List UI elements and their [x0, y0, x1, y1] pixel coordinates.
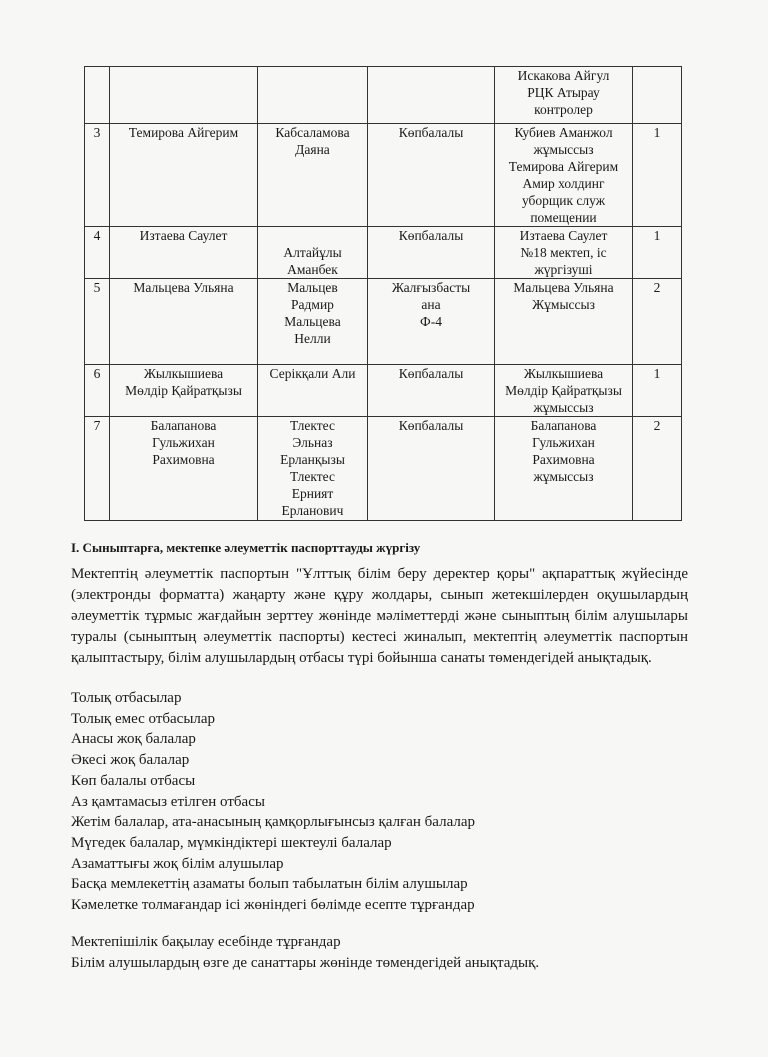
cell-count: 2	[633, 279, 682, 365]
cell-line: жұмыссыз	[533, 142, 594, 157]
cell-line: Тлектес	[290, 418, 335, 433]
section-paragraph: Мектептің әлеуметтік паспортын "Ұлттық білім беру деректер қоры" ақпараттық жүйесінде (электронды форматта) жаңарту және құру жолдары, сынып жетекшілерден оқушылардың әлеуметтік тұрмыс жағдайын зерттеу жөнінде мәліметтерді және сыныптың білім алушылары туралы (сыныптың әлеуметтік паспорты) кестесі жиналып, мектептің әлеуметтік паспортын қалыптастыру, білім алушылардың отбасы түрі бойынша санаты төмендегідей анықтадық.	[71, 566, 688, 666]
table-row	[85, 417, 682, 521]
cell-line: Рахимовна	[532, 452, 595, 467]
cell-category	[368, 67, 495, 124]
cell-count: 1	[633, 227, 682, 279]
cell-student-name	[110, 365, 258, 417]
cell-line: Ерланқызы	[280, 452, 345, 467]
cell-category	[368, 227, 495, 279]
cell-line: Даяна	[295, 142, 330, 157]
cell-parent	[495, 124, 633, 227]
cell-line: Тлектес	[290, 469, 335, 484]
cell-number: 6	[85, 365, 110, 417]
cell-line: Амир холдинг	[522, 176, 605, 191]
cell-line: Мальцева	[284, 314, 341, 329]
cell-children	[258, 279, 368, 365]
cell-parent	[495, 365, 633, 417]
cell-student-name	[110, 417, 258, 521]
cell-line: Мальцев	[287, 280, 338, 295]
list-item: Толық емес отбасылар	[71, 710, 216, 727]
table-row	[85, 124, 682, 227]
cell-line: Аманбек	[287, 262, 338, 277]
cell-children	[258, 417, 368, 521]
cell-line: Балапанова	[530, 418, 597, 433]
list-item: Басқа мемлекеттің азаматы болып табылатын білім алушылар	[71, 876, 468, 893]
cell-line: Рахимовна	[152, 452, 215, 467]
closing-lines	[71, 932, 539, 973]
cell-category	[368, 417, 495, 521]
cell-line: Жылкышиева	[523, 366, 604, 381]
list-item: Мүгедек балалар, мүмкіндіктері шектеулі балалар	[71, 834, 392, 851]
cell-line: Мөлдір Қайратқызы	[505, 383, 622, 398]
cell-line: Ф-4	[420, 314, 442, 329]
list-item: Кәмелетке толмағандар ісі жөніндегі бөлімде есепте тұрғандар	[71, 897, 475, 914]
cell-student-name	[110, 279, 258, 365]
cell-line: Кубиев Аманжол	[514, 125, 613, 140]
cell-line: жұмыссыз	[533, 469, 594, 484]
cell-line: Изтаева Саулет	[139, 228, 228, 243]
cell-student-name	[110, 227, 258, 279]
cell-line: Гульжихан	[532, 435, 595, 450]
list-item: Жетім балалар, ата-анасының қамқорлығынсыз қалған балалар	[71, 814, 476, 831]
cell-count	[633, 67, 682, 124]
closing-line: Білім алушылардың өзге де санаттары жөнінде төмендегідей анықтадық.	[71, 954, 540, 971]
cell-parent	[495, 279, 633, 365]
cell-line: Темирова Айгерим	[128, 125, 239, 140]
cell-line: Жұмыссыз	[532, 297, 595, 312]
cell-children	[258, 365, 368, 417]
table-row	[85, 365, 682, 417]
cell-parent	[495, 417, 633, 521]
cell-line: РЦК Атырау	[527, 85, 600, 100]
table-row	[85, 227, 682, 279]
table-body	[85, 67, 682, 521]
list-item: Толық отбасылар	[71, 690, 182, 706]
closing-line: Мектепішілік бақылау есебінде тұрғандар	[71, 934, 341, 950]
cell-category	[368, 365, 495, 417]
cell-line: Мөлдір Қайратқызы	[125, 383, 242, 398]
cell-children	[258, 227, 368, 279]
cell-line: Көпбалалы	[398, 228, 464, 243]
list-item: Әкесі жоқ балалар	[71, 752, 190, 769]
cell-student-name	[110, 124, 258, 227]
cell-line: Жылкышиева	[143, 366, 224, 381]
cell-line: Серікқали Али	[269, 366, 356, 381]
table-row	[85, 279, 682, 365]
cell-line: жүргізуші	[534, 262, 593, 277]
cell-line: Радмир	[291, 297, 334, 312]
category-list	[71, 688, 475, 916]
cell-category	[368, 279, 495, 365]
cell-count: 1	[633, 124, 682, 227]
cell-line: ана	[421, 297, 441, 312]
cell-line: Темирова Айгерим	[508, 159, 619, 174]
cell-line: Көпбалалы	[398, 125, 464, 140]
cell-number: 5	[85, 279, 110, 365]
cell-line: Жалғызбасты	[391, 280, 471, 295]
section-title: I. Сыныптарға, мектепке әлеуметтік паспорттауды жүргізу	[71, 540, 421, 555]
cell-line: Искакова Айгул	[517, 68, 610, 83]
cell-number: 3	[85, 124, 110, 227]
cell-count: 2	[633, 417, 682, 521]
cell-line: Балапанова	[150, 418, 217, 433]
cell-line: уборщик служ	[521, 193, 606, 208]
cell-children	[258, 67, 368, 124]
cell-student-name	[110, 67, 258, 124]
cell-number	[85, 67, 110, 124]
cell-line: №18 мектеп, іс	[520, 245, 607, 260]
cell-line: помещении	[530, 210, 597, 225]
cell-line: Көпбалалы	[398, 366, 464, 381]
cell-category	[368, 124, 495, 227]
cell-line: Көпбалалы	[398, 418, 464, 433]
cell-children	[258, 124, 368, 227]
cell-parent	[495, 67, 633, 124]
list-item: Анасы жоқ балалар	[71, 731, 196, 748]
cell-line: Ерният	[291, 486, 334, 501]
cell-line: Гульжихан	[152, 435, 215, 450]
social-passport-table	[84, 66, 682, 521]
cell-line: жұмыссыз	[533, 400, 594, 415]
cell-count: 1	[633, 365, 682, 417]
cell-line: Кабсаламова	[275, 125, 350, 140]
cell-line: Изтаева Саулет	[519, 228, 608, 243]
cell-line: Алтайұлы	[283, 245, 342, 260]
list-item: Көп балалы отбасы	[71, 772, 196, 789]
cell-number: 7	[85, 417, 110, 521]
list-item: Аз қамтамасыз етілген отбасы	[71, 793, 265, 810]
cell-parent	[495, 227, 633, 279]
table-row	[85, 67, 682, 124]
cell-line: контролер	[534, 102, 593, 117]
cell-line: Ерланович	[281, 503, 344, 518]
cell-line: Мальцева Ульяна	[513, 280, 614, 295]
cell-line: Нелли	[294, 331, 331, 346]
cell-number: 4	[85, 227, 110, 279]
cell-line: Мальцева Ульяна	[133, 280, 234, 295]
list-item: Азаматтығы жоқ білім алушылар	[71, 855, 284, 872]
cell-line: Эльназ	[292, 435, 333, 450]
